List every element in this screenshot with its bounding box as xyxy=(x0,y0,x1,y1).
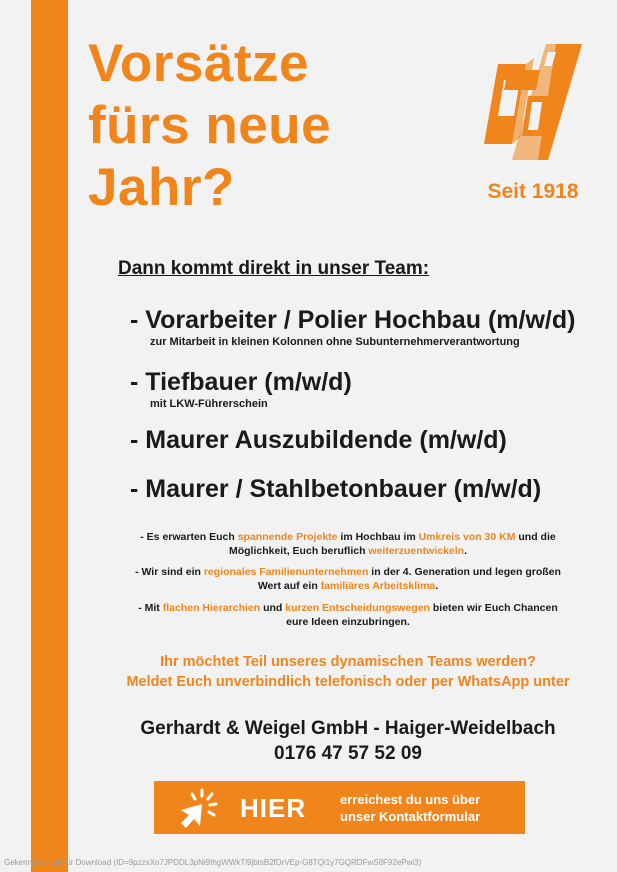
intro-heading: Dann kommt direkt in unser Team: xyxy=(118,258,430,279)
contact-button-text xyxy=(340,791,480,825)
benefit-text: und die xyxy=(515,531,556,543)
benefit-text: und xyxy=(260,602,286,614)
contact-button-line: unser Kontaktformular xyxy=(340,809,481,824)
benefit-highlight: kurzen Entscheidungswegen xyxy=(285,602,430,614)
callout-line: Meldet Euch unverbindlich telefonisch oder per WhatsApp unter xyxy=(126,674,570,690)
company-name: Gerhardt & Weigel GmbH - Haiger-Weidelbach xyxy=(140,718,556,739)
callout-line: Ihr möchtet Teil unseres dynamischen Teams werden? xyxy=(160,654,536,670)
benefit-text: - Mit xyxy=(138,602,163,614)
benefit-paragraph xyxy=(88,530,608,558)
headline-line-3: Jahr? xyxy=(88,158,235,217)
job-title: - Vorarbeiter / Polier Hochbau (m/w/d) xyxy=(130,306,576,334)
headline-line-2: fürs neue xyxy=(88,96,332,155)
benefit-highlight: spannende Projekte xyxy=(237,531,338,543)
benefit-text: Wert auf ein xyxy=(257,580,321,592)
click-cursor-icon xyxy=(172,786,220,830)
orange-side-stripe xyxy=(31,0,68,872)
benefit-text: . xyxy=(464,545,468,557)
benefit-text: in der 4. Generation und legen großen xyxy=(368,566,561,578)
benefit-text: Möglichkeit, Euch beruflich xyxy=(228,545,369,557)
headline xyxy=(88,33,331,219)
benefit-highlight: Umkreis von 30 KM xyxy=(418,531,516,543)
gw-construction-logo-icon xyxy=(478,40,588,170)
download-footer: Gekennzeichnet für Download (ID=9pzzxXo7JPDDL3pNi9thgWWkTl9jbtsB2fDrVEp-G8TQi1y7GQRDFwS8F92ePwi3) xyxy=(4,858,422,867)
hier-label: HIER xyxy=(240,793,307,823)
job-item xyxy=(130,305,575,348)
job-item xyxy=(130,425,507,455)
job-item xyxy=(130,474,541,504)
benefit-text: bieten wir Euch Chancen xyxy=(429,602,558,614)
benefit-text: - Es erwarten Euch xyxy=(140,531,238,543)
job-subtitle: zur Mitarbeit in kleinen Kolonnen ohne Subunternehmerverantwortung xyxy=(150,336,520,348)
benefit-paragraph xyxy=(88,601,608,629)
benefit-text: eure Ideen einzubringen. xyxy=(286,616,410,628)
job-title: - Maurer / Stahlbetonbauer (m/w/d) xyxy=(130,475,542,503)
company-info xyxy=(88,716,608,766)
since-label: Seit 1918 xyxy=(487,180,579,203)
contact-button-line: erreichest du uns über xyxy=(340,792,481,807)
benefit-highlight: regionales Familienunternehmen xyxy=(203,566,369,578)
benefit-text: - Wir sind ein xyxy=(135,566,204,578)
job-subtitle: mit LKW-Führerschein xyxy=(150,398,268,410)
phone-number[interactable]: 0176 47 57 52 09 xyxy=(274,743,422,764)
benefit-paragraph xyxy=(88,565,608,593)
job-item xyxy=(130,367,352,410)
job-title: - Maurer Auszubildende (m/w/d) xyxy=(130,426,507,454)
job-title: - Tiefbauer (m/w/d) xyxy=(130,368,352,396)
benefit-highlight: familiäres Arbeitsklima xyxy=(320,580,436,592)
benefit-highlight: weiterzuentwickeln xyxy=(368,545,465,557)
headline-line-1: Vorsätze xyxy=(88,34,309,93)
benefit-text: . xyxy=(435,580,439,592)
call-to-action xyxy=(88,652,608,692)
benefit-text: im Hochbau im xyxy=(337,531,419,543)
benefit-highlight: flachen Hierarchien xyxy=(162,602,261,614)
contact-form-button[interactable] xyxy=(154,781,525,834)
